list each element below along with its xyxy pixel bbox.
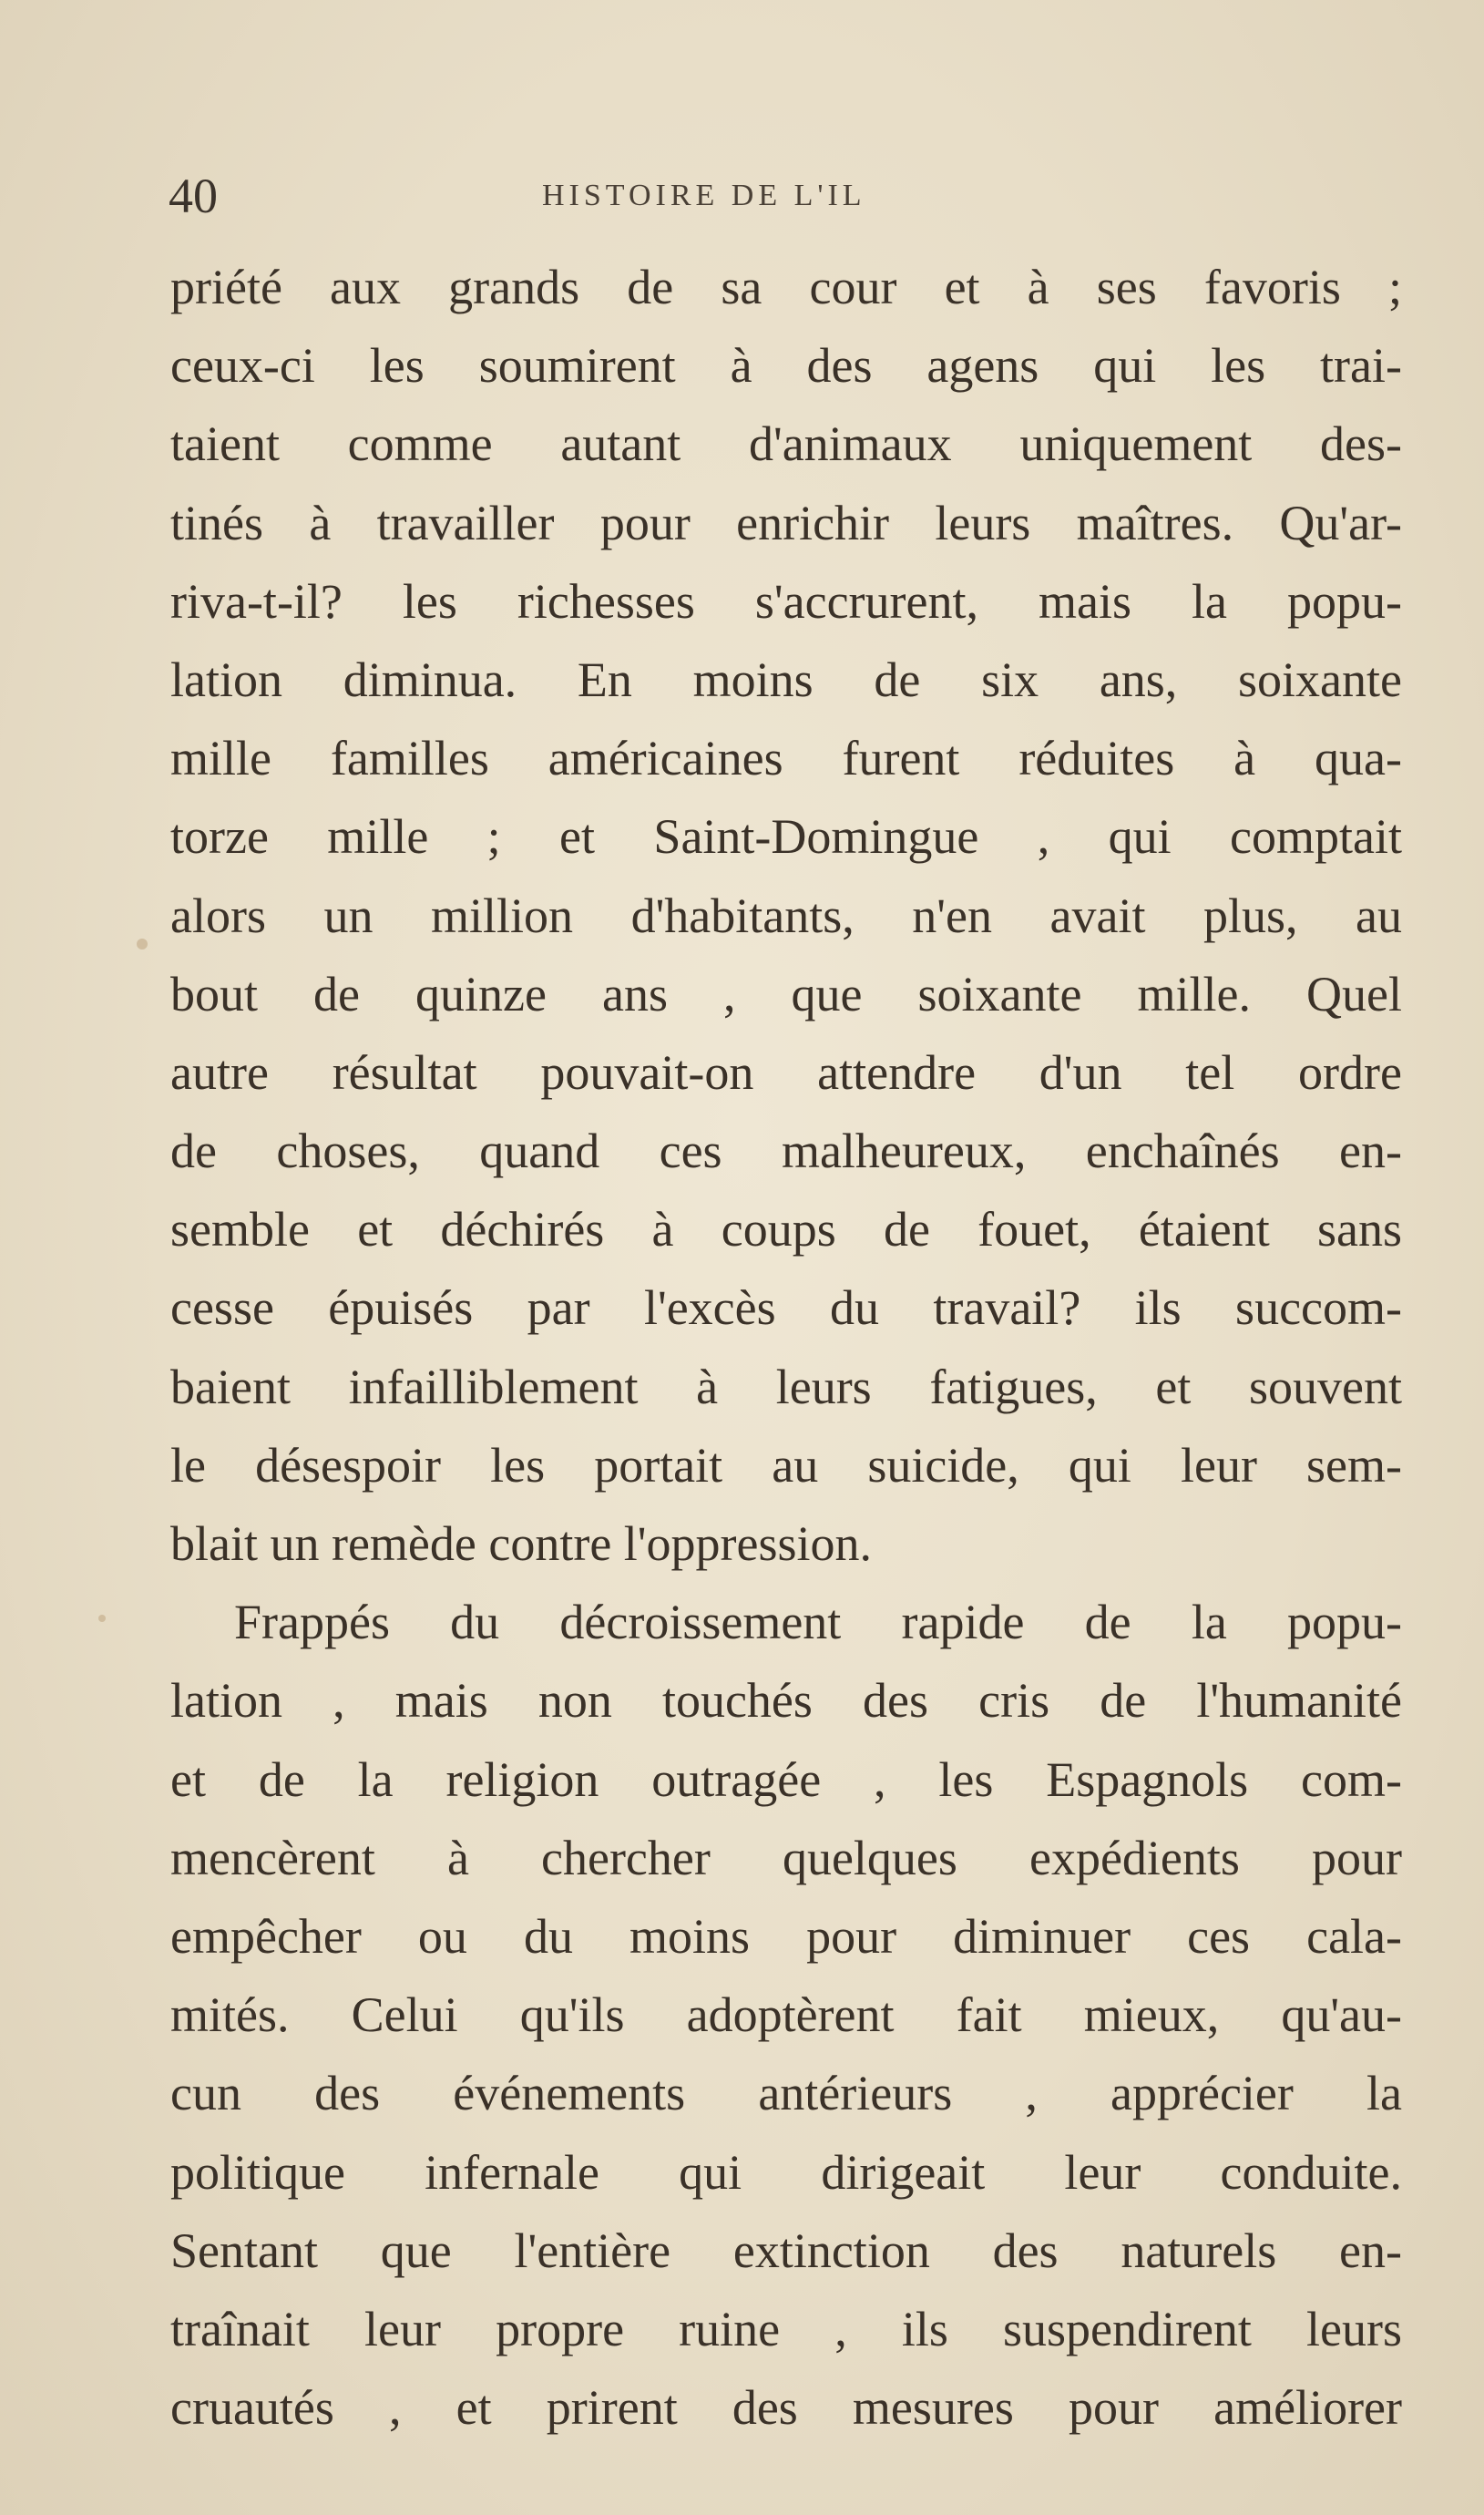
page-number: 40 [169,169,218,223]
text-line: mités. Celui qu'ils adoptèrent fait mieux, qu'au- [170,1987,1402,2043]
text-line: le désespoir les portait au suicide, qui leur sem- [170,1437,1402,1493]
text-line: cun des événements antérieurs , apprécier la [170,2066,1402,2121]
text-line: mille familles américaines furent réduites à qua- [170,731,1402,786]
text-line: torze mille ; et Saint-Domingue , qui comptait [170,809,1402,865]
text-line: alors un million d'habitants, n'en avait plus, au [170,888,1402,943]
text-line: empêcher ou du moins pour diminuer ces cala- [170,1908,1402,1964]
text-line: taient comme autant d'animaux uniquement des- [170,416,1402,472]
page-header [169,164,1407,228]
text-line: autre résultat pouvait-on attendre d'un tel ordre [170,1044,1402,1100]
text-line: riva-t-il? les richesses s'accrurent, mais la popu- [170,573,1402,629]
text-line: bout de quinze ans , que soixante mille. Quel [170,966,1402,1021]
running-head: HISTOIRE DE L'IL [542,179,866,212]
text-line: politique infernale qui dirigeait leur conduite. [170,2144,1402,2200]
text-line: baient infailliblement à leurs fatigues, et souvent [170,1359,1402,1414]
body-text [170,248,1402,2447]
text-line: tinés à travailler pour enrichir leurs maîtres. Qu'ar- [170,495,1402,550]
text-line: de choses, quand ces malheureux, enchaînés en- [170,1124,1402,1179]
paragraph-first-line: Frappés du décroissement rapide de la popu- [234,1595,1402,1650]
text-line: cruautés , et prirent des mesures pour améliorer [170,2380,1402,2436]
text-line: cesse épuisés par l'excès du travail? ils succom- [170,1280,1402,1336]
text-line: et de la religion outragée , les Espagnols com- [170,1751,1402,1807]
paragraph-last-line: blait un remède contre l'oppression. [170,1516,873,1571]
text-line: Sentant que l'entière extinction des naturels en- [170,2222,1402,2278]
text-line: mencèrent à chercher quelques expédients pour [170,1830,1402,1885]
text-line: priété aux grands de sa cour et à ses favoris ; [170,260,1402,314]
text-line: semble et déchirés à coups de fouet, étaient sans [170,1202,1402,1258]
text-line: ceux-ci les soumirent à des agens qui les trai- [170,338,1402,394]
ink-spot-mark [137,939,148,950]
text-line: traînait leur propre ruine , ils suspendirent leurs [170,2301,1402,2356]
ink-spot-mark [98,1615,106,1622]
text-line: lation , mais non touchés des cris de l'humanité [170,1673,1402,1729]
text-line: lation diminua. En moins de six ans, soixante [170,652,1402,707]
